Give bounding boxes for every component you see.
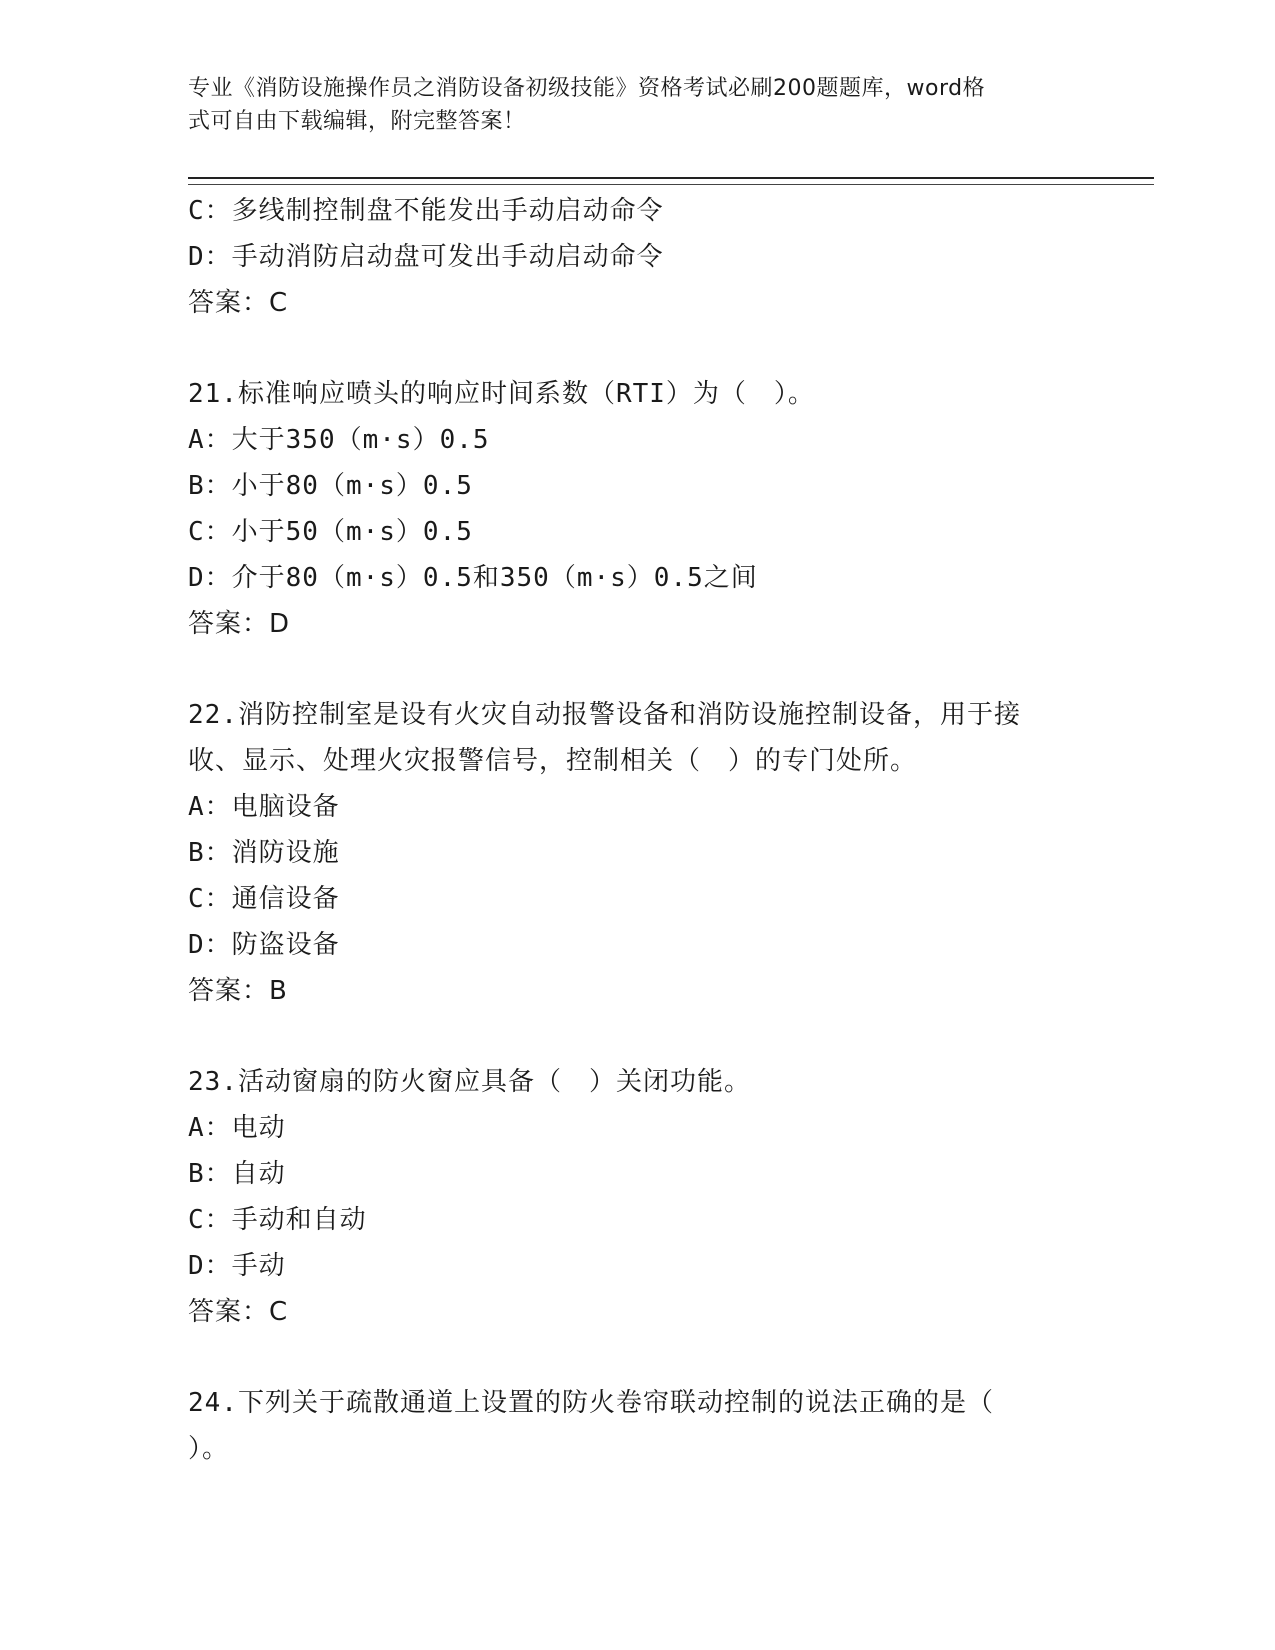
question-24 — [188, 1380, 1088, 1472]
option-a: A：大于350（m·s）0.5 — [188, 425, 490, 455]
page-header — [188, 72, 1068, 138]
option-c: C：多线制控制盘不能发出手动启动命令 — [188, 196, 664, 226]
question-21 — [188, 371, 1088, 647]
question-22 — [188, 692, 1088, 1014]
option-b: B：消防设施 — [188, 838, 340, 868]
question-23 — [188, 1059, 1088, 1335]
question-stem: 23.活动窗扇的防火窗应具备（ ）关闭功能。 — [188, 1067, 751, 1097]
answer-line: 答案：C — [188, 1297, 289, 1327]
question-stem: 21.标准响应喷头的响应时间系数（RTI）为（ ）。 — [188, 379, 815, 409]
option-d: D：介于80（m·s）0.5和350（m·s）0.5之间 — [188, 563, 758, 593]
option-c: C：小于50（m·s）0.5 — [188, 517, 473, 547]
header-divider-thick — [188, 177, 1154, 179]
answer-line: 答案：D — [188, 609, 291, 639]
option-c: C：手动和自动 — [188, 1205, 367, 1235]
header-title-line-1: 专业《消防设施操作员之消防设备初级技能》资格考试必刷200题题库，word格 — [188, 76, 986, 101]
question-20-continued — [188, 188, 1088, 326]
answer-line: 答案：C — [188, 288, 289, 318]
option-c: C：通信设备 — [188, 884, 340, 914]
question-stem-line-1: 24.下列关于疏散通道上设置的防火卷帘联动控制的说法正确的是（ — [188, 1388, 994, 1418]
option-a: A：电动 — [188, 1113, 286, 1143]
option-d: D：手动消防启动盘可发出手动启动命令 — [188, 242, 664, 272]
question-stem-line-1: 22.消防控制室是设有火灾自动报警设备和消防设施控制设备，用于接 — [188, 700, 1021, 730]
answer-line: 答案：B — [188, 976, 288, 1006]
option-d: D：防盗设备 — [188, 930, 340, 960]
option-a: A：电脑设备 — [188, 792, 340, 822]
option-b: B：小于80（m·s）0.5 — [188, 471, 473, 501]
question-gap — [188, 647, 1088, 692]
question-content — [188, 188, 1088, 1472]
question-gap — [188, 1014, 1088, 1059]
question-gap — [188, 1335, 1088, 1380]
header-title-line-2: 式可自由下载编辑，附完整答案！ — [188, 109, 526, 134]
question-gap — [188, 326, 1088, 371]
option-d: D：手动 — [188, 1251, 286, 1281]
question-stem-line-2: ）。 — [188, 1434, 230, 1464]
option-b: B：自动 — [188, 1159, 286, 1189]
header-divider-thin — [188, 184, 1154, 185]
question-stem-line-2: 收、显示、处理火灾报警信号，控制相关（ ）的专门处所。 — [188, 746, 918, 776]
